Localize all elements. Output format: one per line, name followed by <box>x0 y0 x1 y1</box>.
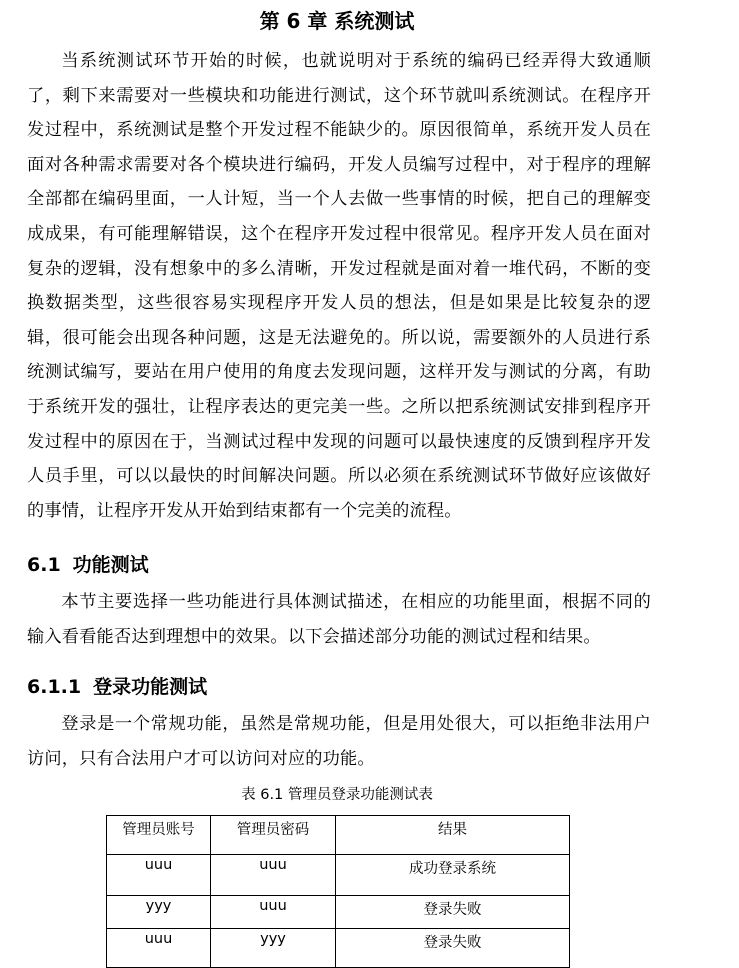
chapter-title: 第 6 章 系统测试 <box>259 9 415 33</box>
table-cell: uuu <box>211 896 336 929</box>
table-header-row <box>107 816 570 855</box>
table-cell: yyy <box>211 929 336 968</box>
table-row <box>107 896 570 929</box>
section-number: 6.1.1 <box>27 676 82 698</box>
table-cell: 登录失败 <box>336 929 570 968</box>
table-header-cell: 管理员账号 <box>107 816 211 855</box>
table-row <box>107 929 570 968</box>
table-row <box>107 855 570 896</box>
section-title: 功能测试 <box>72 554 149 576</box>
table-header-cell: 管理员密码 <box>211 816 336 855</box>
section-heading-6-1 <box>27 550 149 580</box>
table-caption: 表 6.1 管理员登录功能测试表 <box>241 787 433 803</box>
section-6-1-paragraph: 本节主要选择一些功能进行具体测试描述，在相应的功能里面，根据不同的输入看看能否达到理想中的效果。以下会描述部分功能的测试过程和结果。 <box>27 592 651 647</box>
section-6-1-1-paragraph: 登录是一个常规功能，虽然是常规功能，但是用处很大，可以拒绝非法用户访问，只有合法用户才可以访问对应的功能。 <box>27 714 651 769</box>
intro-paragraph: 当系统测试环节开始的时候，也就说明对于系统的编码已经弄得大致通顺了，剩下来需要对一些模块和功能进行测试，这个环节就叫系统测试。在程序开发过程中，系统测试是整个开发过程不能缺少的。原因很简单，系统开发人员在面对各种需求需要对各个模块进行编码，开发人员编写过程中，对于程序的理解全部都在编码里面，一人计短，当一个人去做一些事情的时候，把自己的理解变成成果，有可能理解错误，这个在程序开发过程中很常见。程序开发人员在面对复杂的逻辑，没有想象中的多么清晰，开发过程就是面对着一堆代码，不断的变换数据类型，这些很容易实现程序开发人员的想法，但是如果是比较复杂的逻辑，很可能会出现各种问题，这是无法避免的。所以说，需要额外的人员进行系统测试编写，要站在用户使用的角度去发现问题，这样开发与测试的分离，有助于系统开发的强壮，让程序表达的更完美一些。之所以把系统测试安排到程序开发过程中的原因在于，当测试过程中发现的问题可以最快速度的反馈到程序开发人员手里，可以以最快的时间解决问题。所以必须在系统测试环节做好应该做好的事情，让程序开发从开始到结束都有一个完美的流程。 <box>27 51 651 521</box>
table-cell: yyy <box>107 896 211 929</box>
table-cell: 登录失败 <box>336 896 570 929</box>
section-number: 6.1 <box>27 554 61 576</box>
table-cell: uuu <box>107 929 211 968</box>
login-test-table <box>106 815 570 968</box>
section-title: 登录功能测试 <box>93 676 208 698</box>
table-cell: uuu <box>107 855 211 896</box>
section-heading-6-1-1 <box>27 672 207 702</box>
table-header-cell: 结果 <box>336 816 570 855</box>
table-cell: 成功登录系统 <box>336 855 570 896</box>
table-cell: uuu <box>211 855 336 896</box>
